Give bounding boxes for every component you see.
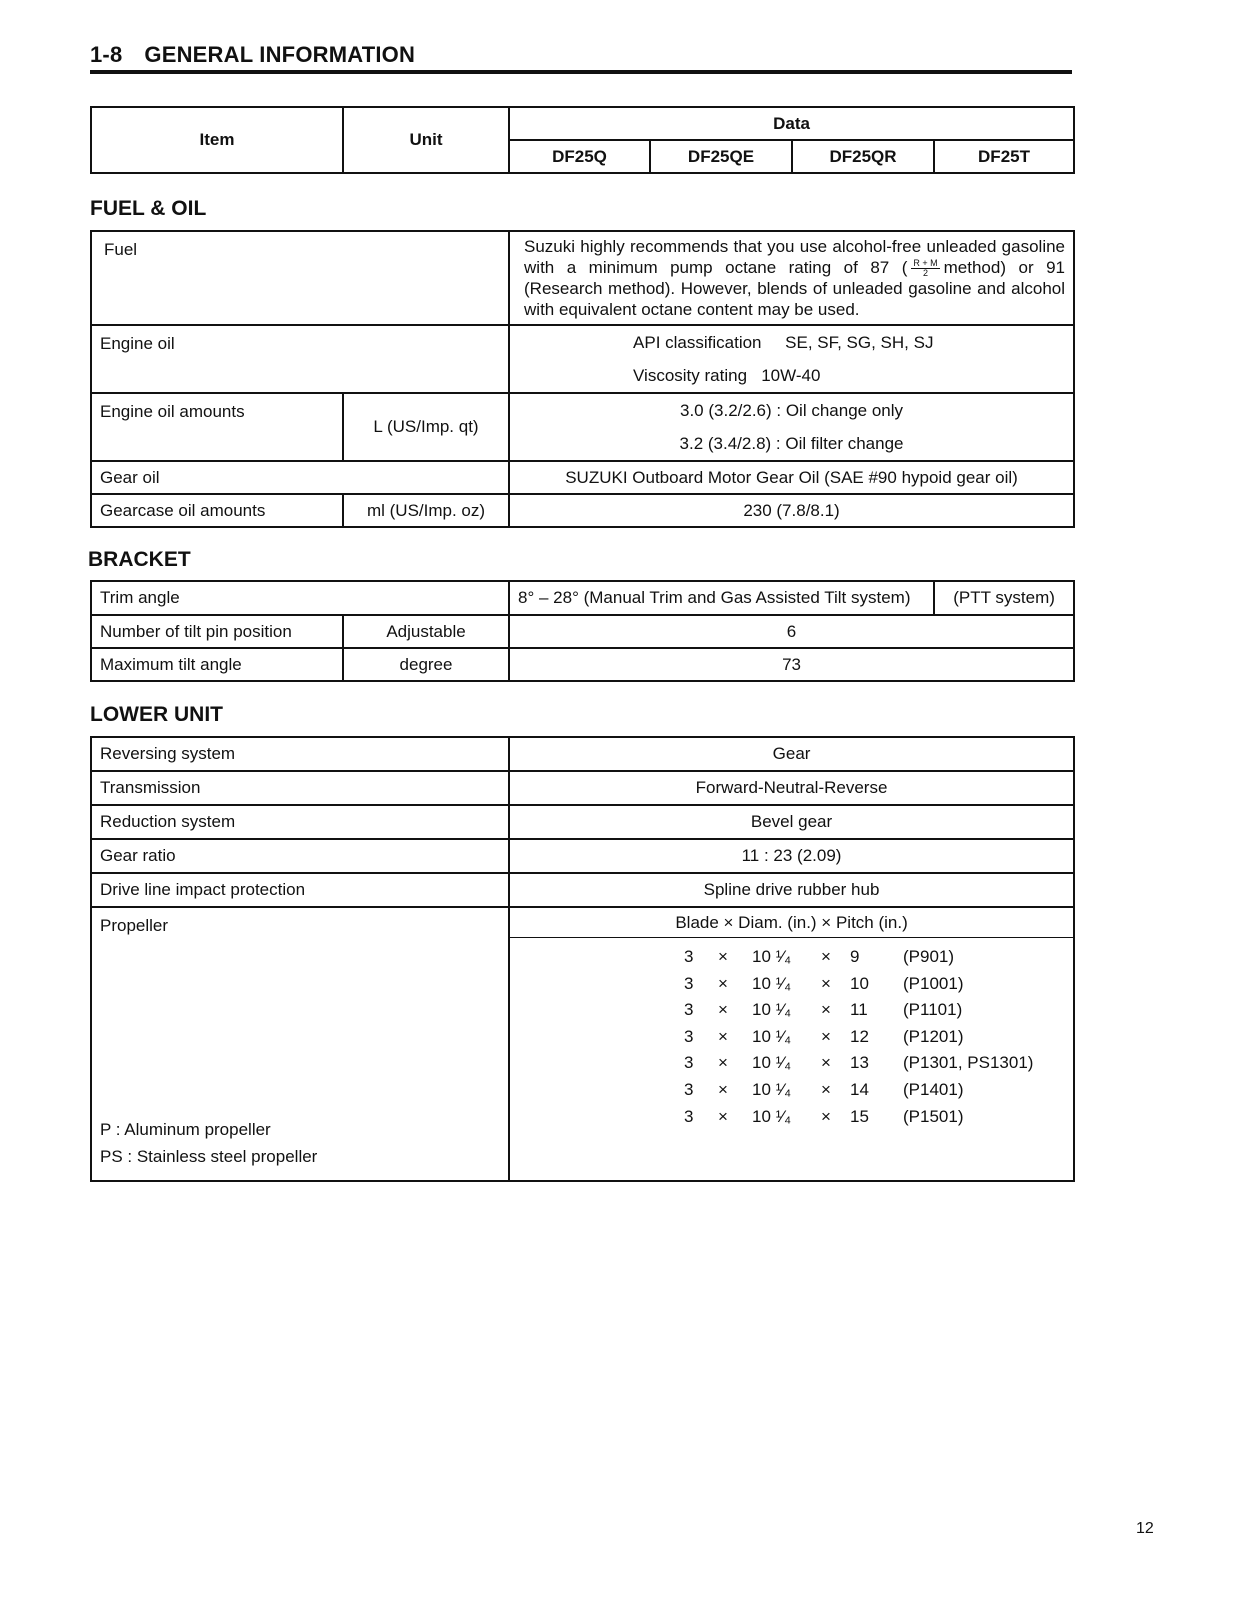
table-row [91, 839, 1074, 873]
trim-angle-value: 8° – 28° (Manual Trim and Gas Assisted Tilt system) [509, 581, 934, 615]
propeller-code: (P1101) [903, 1000, 963, 1020]
times-symbol: × [718, 1106, 728, 1126]
propeller-blade: 3 [684, 1053, 694, 1073]
engine-oil-value [509, 325, 1074, 393]
propeller-code: (P1301, PS1301) [903, 1053, 1034, 1073]
times-symbol: × [718, 1000, 728, 1020]
fuel-text-b: method) or 91 (Research method). However, blends of unleaded gasoline and alcohol with equivalent octane content may be used. [524, 258, 1066, 320]
model-df25q: DF25Q [509, 140, 650, 173]
page-header [90, 42, 1070, 68]
times-symbol: × [718, 1053, 728, 1073]
propeller-label-cell [91, 907, 509, 1181]
table-row [91, 231, 1074, 325]
engine-oil-amounts-label: Engine oil amounts [91, 393, 343, 461]
propeller-diameter: 10 ¹⁄₄ [752, 1000, 792, 1020]
propeller-pitch: 15 [850, 1106, 869, 1126]
times-symbol: × [718, 1026, 728, 1046]
propeller-row [510, 1104, 1073, 1131]
times-symbol: × [821, 1000, 831, 1020]
propeller-code: (P901) [903, 947, 955, 966]
propeller-diameter: 10 ¹⁄₄ [752, 973, 792, 993]
api-label: API classification [633, 333, 762, 353]
propeller-diameter: 10 ¹⁄₄ [752, 1079, 792, 1099]
trim-angle-ptt: (PTT system) [934, 581, 1074, 615]
times-symbol: × [821, 1106, 831, 1126]
impact-protection-label: Drive line impact protection [91, 873, 509, 907]
propeller-pitch: 11 [850, 1000, 868, 1020]
max-tilt-value: 73 [509, 648, 1074, 681]
table-row [91, 648, 1074, 681]
viscosity-rating [510, 359, 1073, 392]
gear-oil-value: SUZUKI Outboard Motor Gear Oil (SAE #90 hypoid gear oil) [509, 461, 1074, 494]
api-classification [510, 326, 1073, 359]
propeller-row [510, 1077, 1073, 1104]
reversing-value: Gear [509, 737, 1074, 771]
trim-angle-label: Trim angle [91, 581, 509, 615]
fuel-oil-table [90, 230, 1075, 528]
legend-stainless: PS : Stainless steel propeller [100, 1147, 318, 1166]
propeller-row [510, 1050, 1073, 1077]
propeller-pitch: 13 [850, 1053, 869, 1073]
tilt-pin-value: 6 [509, 615, 1074, 648]
page-title: GENERAL INFORMATION [144, 42, 416, 67]
oil-filter-change: 3.2 (3.4/2.8) : Oil filter change [679, 434, 904, 454]
transmission-label: Transmission [91, 771, 509, 805]
legend-aluminum: P : Aluminum propeller [100, 1120, 271, 1139]
propeller-code: (P1001) [903, 973, 964, 993]
propeller-row [510, 1024, 1073, 1051]
section-title-lower-unit: LOWER UNIT [90, 703, 223, 726]
fuel-value [509, 231, 1074, 325]
fraction-numerator: R + M [913, 258, 938, 269]
propeller-pitch: 9 [850, 947, 860, 966]
propeller-pitch: 14 [850, 1079, 869, 1099]
times-symbol: × [718, 947, 728, 966]
table-row [91, 615, 1074, 648]
item-header: Item [91, 107, 343, 173]
table-row [91, 461, 1074, 494]
gearcase-oil-value: 230 (7.8/8.1) [509, 494, 1074, 527]
octane-fraction [911, 259, 939, 278]
model-df25qr: DF25QR [792, 140, 934, 173]
times-symbol: × [821, 1026, 831, 1046]
viscosity-value: 10W-40 [761, 366, 821, 386]
propeller-header: Blade × Diam. (in.) × Pitch (in.) [510, 908, 1073, 938]
propeller-label: Propeller [100, 916, 169, 935]
section-title-fuel-oil: FUEL & OIL [90, 197, 207, 220]
times-symbol: × [718, 973, 728, 993]
fraction-denominator: 2 [923, 268, 929, 279]
table-row [91, 907, 1074, 1181]
propeller-code: (P1401) [903, 1079, 964, 1099]
engine-oil-amounts-unit: L (US/Imp. qt) [343, 393, 509, 461]
section-title-bracket: BRACKET [88, 548, 191, 571]
propeller-diameter: 10 ¹⁄₄ [752, 947, 792, 966]
propeller-blade: 3 [684, 973, 694, 993]
api-value: SE, SF, SG, SH, SJ [785, 333, 934, 353]
propeller-blade: 3 [684, 947, 694, 966]
reversing-label: Reversing system [91, 737, 509, 771]
reduction-label: Reduction system [91, 805, 509, 839]
propeller-code: (P1201) [903, 1026, 964, 1046]
propeller-value-cell [509, 907, 1074, 1181]
table-row [91, 873, 1074, 907]
gear-ratio-value: 11 : 23 (2.09) [509, 839, 1074, 873]
propeller-list [510, 938, 1073, 1130]
column-header-table [90, 106, 1075, 174]
propeller-row [510, 944, 1073, 971]
table-row [91, 737, 1074, 771]
propeller-blade: 3 [684, 1000, 694, 1020]
propeller-blade: 3 [684, 1026, 694, 1046]
page-number: 12 [1136, 1520, 1154, 1537]
model-df25qe: DF25QE [650, 140, 792, 173]
gearcase-oil-unit: ml (US/Imp. oz) [343, 494, 509, 527]
impact-protection-value: Spline drive rubber hub [509, 873, 1074, 907]
times-symbol: × [821, 973, 831, 993]
lower-unit-table [90, 736, 1075, 1182]
fuel-label: Fuel [91, 231, 509, 325]
propeller-pitch: 12 [850, 1026, 869, 1046]
table-row [91, 771, 1074, 805]
times-symbol: × [718, 1079, 728, 1099]
times-symbol: × [821, 1053, 831, 1073]
engine-oil-label: Engine oil [91, 325, 509, 393]
propeller-diameter: 10 ¹⁄₄ [752, 1053, 792, 1073]
tilt-pin-label: Number of tilt pin position [91, 615, 343, 648]
propeller-diameter: 10 ¹⁄₄ [752, 1026, 792, 1046]
bracket-table [90, 580, 1075, 682]
oil-change-only: 3.0 (3.2/2.6) : Oil change only [680, 401, 904, 421]
engine-oil-amounts-value [509, 393, 1074, 461]
viscosity-label: Viscosity rating [633, 366, 748, 386]
header-rule [90, 70, 1072, 74]
times-symbol: × [821, 1079, 831, 1099]
table-row [91, 494, 1074, 527]
table-row [91, 805, 1074, 839]
max-tilt-label: Maximum tilt angle [91, 648, 343, 681]
table-row [91, 325, 1074, 393]
fuel-text-a: Suzuki highly recommends that you use alcohol-free unleaded gasoline with a minimum pump octane rating of 87 ( [524, 237, 1066, 277]
tilt-pin-unit: Adjustable [343, 615, 509, 648]
propeller-blade: 3 [684, 1106, 694, 1126]
gear-oil-label: Gear oil [91, 461, 509, 494]
propeller-blade: 3 [684, 1079, 694, 1099]
propeller-row [510, 997, 1073, 1024]
gearcase-oil-label: Gearcase oil amounts [91, 494, 343, 527]
table-row [91, 581, 1074, 615]
model-df25t: DF25T [934, 140, 1074, 173]
propeller-row [510, 971, 1073, 998]
table-row [91, 393, 1074, 461]
max-tilt-unit: degree [343, 648, 509, 681]
transmission-value: Forward-Neutral-Reverse [509, 771, 1074, 805]
propeller-diameter: 10 ¹⁄₄ [752, 1106, 792, 1126]
reduction-value: Bevel gear [509, 805, 1074, 839]
data-header: Data [509, 107, 1074, 140]
gear-ratio-label: Gear ratio [91, 839, 509, 873]
propeller-code: (P1501) [903, 1106, 964, 1126]
unit-header: Unit [343, 107, 509, 173]
propeller-pitch: 10 [850, 973, 869, 993]
section-number: 1-8 [90, 42, 123, 67]
times-symbol: × [821, 947, 831, 966]
